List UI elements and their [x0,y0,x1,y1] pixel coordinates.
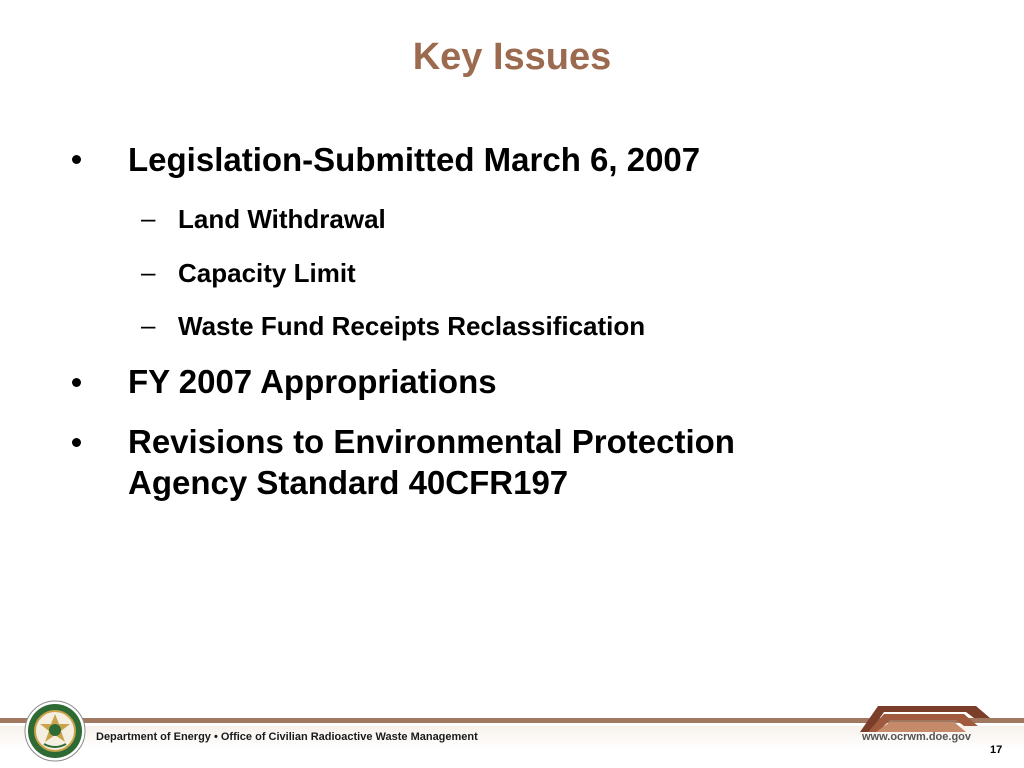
bullet-revisions-line1: Revisions to Environmental Protection [128,423,735,460]
bullet-revisions-line2: Agency Standard 40CFR197 [128,464,569,501]
bullet-dot [72,378,81,387]
sub-bullet-capacity-limit: Capacity Limit [178,258,356,288]
bullet-legislation: Legislation-Submitted March 6, 2007 [128,141,701,178]
footer-url[interactable]: www.ocrwm.doe.gov [862,731,971,743]
bullet-fy2007: FY 2007 Appropriations [128,363,497,400]
footer-organization: Department of Energy • Office of Civilian Radioactive Waste Management [96,731,478,743]
sub-bullet-dash: – [141,257,156,287]
sub-bullet-dash: – [141,203,156,233]
doe-seal-icon [24,700,86,762]
ocrwm-logo-icon [856,698,990,734]
bullet-dot [72,438,81,447]
sub-bullet-dash: – [141,310,156,340]
page-number: 17 [990,744,1003,756]
slide-title: Key Issues [412,36,612,78]
sub-bullet-waste-fund: Waste Fund Receipts Reclassification [178,311,646,341]
sub-bullet-land-withdrawal: Land Withdrawal [178,204,386,234]
bullet-dot [72,155,81,164]
